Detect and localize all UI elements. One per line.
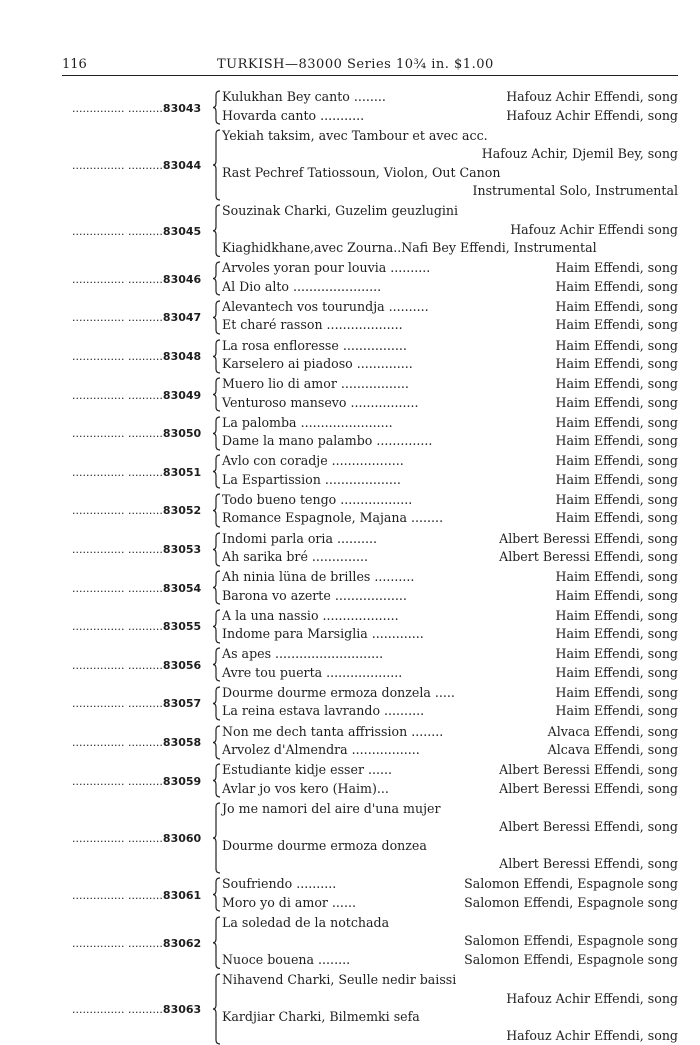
artist-credit: Haim Effendi, song [555, 453, 678, 469]
record-number: 83063 [162, 1003, 202, 1016]
song-title: Arvoles yoran pour louvia .......... [222, 260, 431, 276]
artist-credit: Haim Effendi, song [555, 510, 678, 526]
record-number: 83047 [162, 311, 202, 325]
song-title: Dame la mano palambo .............. [222, 433, 433, 449]
listing-line [222, 375, 678, 393]
listing-line [222, 164, 678, 182]
page-title: TURKISH—83000 Series 10¾ in. $1.00 [217, 57, 494, 72]
catalog-entry [0, 530, 700, 567]
listing-line [222, 127, 678, 145]
catalog-entry [0, 337, 700, 374]
artist-credit: Salomon Effendi, Espagnole song [464, 876, 678, 892]
listing-line [222, 990, 678, 1008]
artist-credit: Haim Effendi, song [555, 491, 678, 507]
record-number: 83044 [162, 158, 202, 172]
listing-line [222, 337, 678, 355]
record-number: 83051 [162, 465, 202, 479]
artist-credit: Salomon Effendi, Espagnole song [464, 894, 678, 910]
listing-line [222, 355, 678, 373]
listing-line [222, 452, 678, 470]
artist-credit: Alcava Effendi, song [547, 742, 678, 757]
artist-credit: Haim Effendi, song [555, 664, 678, 680]
page-number: 116 [62, 57, 87, 72]
catalog-entry [0, 971, 700, 1045]
listing-line [222, 298, 678, 316]
leader-dots: ............... .......... [72, 774, 163, 788]
song-title: Dourme dourme ermoza donzela ..... [222, 684, 455, 700]
artist-credit: Haim Effendi, song [555, 376, 678, 392]
artist-credit: Haim Effendi, song [555, 278, 678, 294]
catalog-number [72, 775, 212, 788]
song-title: Yekiah taksim, avec Tambour et avec acc. [222, 127, 488, 143]
catalog-entry [0, 127, 700, 201]
listing-line [222, 509, 678, 527]
catalog-entry [0, 88, 700, 125]
listing-line [222, 548, 678, 566]
leader-dots: ............... .......... [72, 697, 163, 711]
leader-dots: ............... .......... [72, 581, 163, 595]
record-number: 83052 [162, 504, 202, 518]
brace-icon [212, 204, 222, 258]
listing-line [222, 684, 678, 702]
song-title: Nuoce bouena ........ [222, 951, 351, 967]
record-number: 83057 [162, 697, 202, 711]
catalog-entry [0, 491, 700, 528]
brace-icon [212, 300, 222, 335]
listing-line [222, 587, 678, 605]
record-number: 83058 [162, 736, 202, 749]
catalog-entry [0, 875, 700, 912]
listing-line [222, 607, 678, 625]
leader-dots: ............... .......... [72, 224, 163, 238]
catalog-number [72, 697, 212, 710]
listing-line [222, 702, 678, 720]
record-number: 83055 [162, 620, 202, 634]
catalog-entry [0, 723, 700, 760]
song-title: Romance Espagnole, Majana ........ [222, 510, 444, 526]
artist-credit: Hafouz Achir Effendi, song [506, 990, 678, 1006]
brace-icon [212, 339, 222, 374]
leader-dots: ............... .......... [72, 465, 163, 479]
song-title: La soledad de la notchada [222, 914, 390, 930]
song-title: Al Dio alto ...................... [222, 278, 382, 294]
song-title: Avre tou puerta ................... [222, 664, 403, 680]
catalog-entry [0, 607, 700, 644]
brace-icon [212, 877, 222, 912]
listing-line [222, 932, 678, 950]
listing-line [222, 530, 678, 548]
artist-credit: Haim Effendi, song [555, 607, 678, 623]
artist-credit: Instrumental Solo, Instrumental [472, 183, 678, 199]
leader-dots: ............... .......... [72, 350, 163, 363]
listing-line [222, 855, 678, 873]
song-title: Et charé rasson ................... [222, 317, 403, 333]
song-title: Rast Pechref Tatiossoun, Violon, Out Canon [222, 164, 501, 180]
catalog-entry [0, 761, 700, 798]
artist-credit: Hafouz Achir Effendi song [510, 221, 678, 237]
brace-icon [212, 916, 222, 970]
catalog-number [72, 273, 212, 286]
leader-dots: ............... .......... [72, 427, 163, 441]
song-title: A la una nassio ................... [222, 607, 399, 623]
record-number: 83060 [162, 831, 202, 845]
brace-icon [212, 454, 222, 489]
record-number: 83059 [162, 774, 202, 788]
artist-credit: Albert Beressi Effendi, song [499, 819, 678, 835]
catalog-number [72, 311, 212, 324]
catalog-number [72, 427, 212, 440]
song-title: Karselero ai piadoso .............. [222, 356, 413, 371]
song-title: Todo bueno tengo .................. [222, 491, 413, 507]
brace-icon [212, 532, 222, 567]
listing-line [222, 1027, 678, 1045]
leader-dots: ............... .......... [72, 388, 163, 402]
song-title: Arvolez d'Almendra ................. [222, 742, 420, 757]
record-number: 83045 [162, 224, 202, 238]
leader-dots: ............... .......... [72, 311, 163, 325]
catalog-number [72, 659, 212, 672]
listing-line [222, 664, 678, 682]
artist-credit: Haim Effendi, song [555, 414, 678, 430]
song-title: La palomba ....................... [222, 414, 393, 430]
page-header [62, 55, 678, 76]
leader-dots: ............... .......... [72, 620, 163, 634]
catalog-number [72, 736, 212, 749]
catalog-number [72, 159, 212, 172]
artist-credit: Haim Effendi, song [555, 433, 678, 449]
catalog-entry [0, 414, 700, 451]
song-title: Moro yo di amor ...... [222, 894, 356, 910]
catalog-number [72, 504, 212, 517]
artist-credit: Haim Effendi, song [555, 646, 678, 662]
brace-icon [212, 416, 222, 451]
brace-icon [212, 377, 222, 412]
catalog-number [72, 350, 212, 363]
song-title: As apes ........................... [222, 646, 384, 662]
brace-icon [212, 90, 222, 125]
song-title: Kiaghidkhane,avec Zourna..Nafi Bey Effendi, Instrumental [222, 240, 597, 256]
artist-credit: Hafouz Achir Effendi, song [506, 107, 678, 123]
listing-line [222, 145, 678, 163]
artist-credit: Haim Effendi, song [555, 394, 678, 410]
brace-icon [212, 647, 222, 682]
listing-line [222, 971, 678, 989]
catalog-entry [0, 914, 700, 970]
artist-credit: Hafouz Achir Effendi, song [506, 1027, 678, 1043]
song-title: Hovarda canto ........... [222, 107, 365, 123]
listing-line [222, 182, 678, 200]
leader-dots: ............... .......... [72, 736, 163, 749]
song-title: Muero lio di amor ................. [222, 376, 409, 392]
song-title: La Espartission ................... [222, 471, 401, 487]
artist-credit: Haim Effendi, song [555, 569, 678, 585]
listing-line [222, 239, 678, 257]
song-title: Indome para Marsiglia ............. [222, 626, 424, 642]
song-title: Barona vo azerte .................. [222, 587, 407, 603]
song-title: La rosa enfloresse ................ [222, 337, 407, 353]
artist-credit: Albert Beressi Effendi, song [499, 530, 678, 546]
artist-credit: Albert Beressi Effendi, song [499, 762, 678, 778]
brace-icon [212, 570, 222, 605]
song-title: Ah sarika bré .............. [222, 549, 368, 564]
leader-dots: ............... .......... [72, 888, 163, 902]
record-number: 83048 [162, 350, 202, 363]
listing-line [222, 88, 678, 106]
listing-line [222, 491, 678, 509]
leader-dots: ............... .......... [72, 504, 163, 518]
artist-credit: Haim Effendi, song [555, 298, 678, 314]
listing-line [222, 471, 678, 489]
brace-icon [212, 261, 222, 296]
brace-icon [212, 129, 222, 201]
leader-dots: ............... .......... [72, 101, 163, 115]
artist-credit: Haim Effendi, song [555, 337, 678, 353]
record-number: 83054 [162, 581, 202, 595]
artist-credit: Haim Effendi, song [555, 587, 678, 603]
listing-line [222, 1008, 678, 1026]
record-number: 83050 [162, 427, 202, 441]
song-title: Souzinak Charki, Guzelim geuzlugini [222, 203, 459, 219]
artist-credit: Haim Effendi, song [555, 703, 678, 719]
song-title: Dourme dourme ermoza donzea [222, 837, 427, 853]
artist-credit: Haim Effendi, song [555, 626, 678, 642]
listing-line [222, 951, 678, 969]
brace-icon [212, 493, 222, 528]
listing-line [222, 414, 678, 432]
artist-credit: Albert Beressi Effendi, song [499, 780, 678, 796]
song-title: Indomi parla oria .......... [222, 530, 378, 546]
leader-dots: ............... .......... [72, 543, 163, 556]
listing-line [222, 394, 678, 412]
artist-credit: Salomon Effendi, Espagnole song [464, 933, 678, 949]
catalog-number [72, 620, 212, 633]
song-title: Kulukhan Bey canto ........ [222, 89, 386, 104]
catalog-entry [0, 452, 700, 489]
leader-dots: ............... .......... [72, 272, 163, 286]
catalog-entry [0, 375, 700, 412]
leader-dots: ............... .......... [72, 831, 163, 845]
leader-dots: ............... .......... [72, 158, 163, 172]
artist-credit: Albert Beressi Effendi, song [499, 549, 678, 564]
artist-credit: Haim Effendi, song [555, 684, 678, 700]
artist-credit: Albert Beressi Effendi, song [499, 856, 678, 872]
catalog-entry [0, 645, 700, 682]
brace-icon [212, 686, 222, 721]
song-title: Nihavend Charki, Seulle nedir baissi [222, 972, 457, 987]
brace-icon [212, 763, 222, 798]
listing-line [222, 645, 678, 663]
record-number: 83061 [162, 888, 202, 902]
brace-icon [212, 609, 222, 644]
catalog-number [72, 582, 212, 595]
listing-line [222, 837, 678, 855]
listing-line [222, 202, 678, 220]
listing-line [222, 780, 678, 798]
listing-line [222, 316, 678, 334]
song-title: Ah ninia lüna de brilles .......... [222, 569, 415, 585]
artist-credit: Haim Effendi, song [555, 260, 678, 276]
record-number: 83053 [162, 543, 202, 556]
leader-dots: ............... .......... [72, 936, 163, 950]
song-title: Venturoso mansevo ................. [222, 394, 419, 410]
record-number: 83046 [162, 272, 202, 286]
listing-line [222, 914, 678, 932]
song-title: Non me dech tanta affrission ........ [222, 723, 444, 739]
listing-line [222, 761, 678, 779]
song-title: Estudiante kidje esser ...... [222, 762, 393, 778]
brace-icon [212, 973, 222, 1045]
leader-dots: ............... .......... [72, 1003, 163, 1016]
listing-line [222, 800, 678, 818]
catalog-number [72, 543, 212, 556]
catalog-number [72, 225, 212, 238]
catalog-entry [0, 298, 700, 335]
artist-credit: Alvaca Effendi, song [547, 723, 678, 739]
song-title: Avlar jo vos kero (Haim)... [222, 780, 389, 796]
artist-credit: Hafouz Achir Effendi, song [506, 89, 678, 104]
record-number: 83062 [162, 936, 202, 950]
artist-credit: Salomon Effendi, Espagnole song [464, 951, 678, 967]
record-number: 83043 [162, 101, 202, 115]
listing-line [222, 875, 678, 893]
brace-icon [212, 725, 222, 760]
listing-line [222, 741, 678, 759]
artist-credit: Haim Effendi, song [555, 317, 678, 333]
listing-line [222, 107, 678, 125]
catalog-number [72, 466, 212, 479]
song-title: Alevantech vos tourundja .......... [222, 298, 429, 314]
listing-line [222, 259, 678, 277]
record-number: 83049 [162, 388, 202, 402]
brace-icon [212, 802, 222, 874]
catalog-number [72, 389, 212, 402]
listing-line [222, 894, 678, 912]
listing-line [222, 432, 678, 450]
catalog-number [72, 832, 212, 845]
catalog-number [72, 102, 212, 115]
song-title: Jo me namori del aire d'una mujer [222, 800, 441, 816]
listing-line [222, 625, 678, 643]
artist-credit: Haim Effendi, song [555, 471, 678, 487]
song-title: Kardjiar Charki, Bilmemki sefa [222, 1009, 420, 1024]
leader-dots: ............... .......... [72, 658, 163, 672]
listing-line [222, 221, 678, 239]
record-number: 83056 [162, 658, 202, 672]
catalog-number [72, 937, 212, 950]
artist-credit: Hafouz Achir, Djemil Bey, song [481, 146, 678, 162]
catalog-entry [0, 259, 700, 296]
listing-line [222, 278, 678, 296]
listing-line [222, 568, 678, 586]
catalog-entry [0, 202, 700, 258]
catalog-number [72, 1003, 212, 1016]
catalog-entry [0, 684, 700, 721]
catalog-entry [0, 568, 700, 605]
listing-line [222, 723, 678, 741]
catalog-number [72, 889, 212, 902]
song-title: Avlo con coradje .................. [222, 453, 404, 469]
catalog-entry [0, 800, 700, 874]
song-title: La reina estava lavrando .......... [222, 703, 425, 719]
song-title: Soufriendo .......... [222, 876, 337, 892]
listing-line [222, 818, 678, 836]
artist-credit: Haim Effendi, song [555, 356, 678, 371]
